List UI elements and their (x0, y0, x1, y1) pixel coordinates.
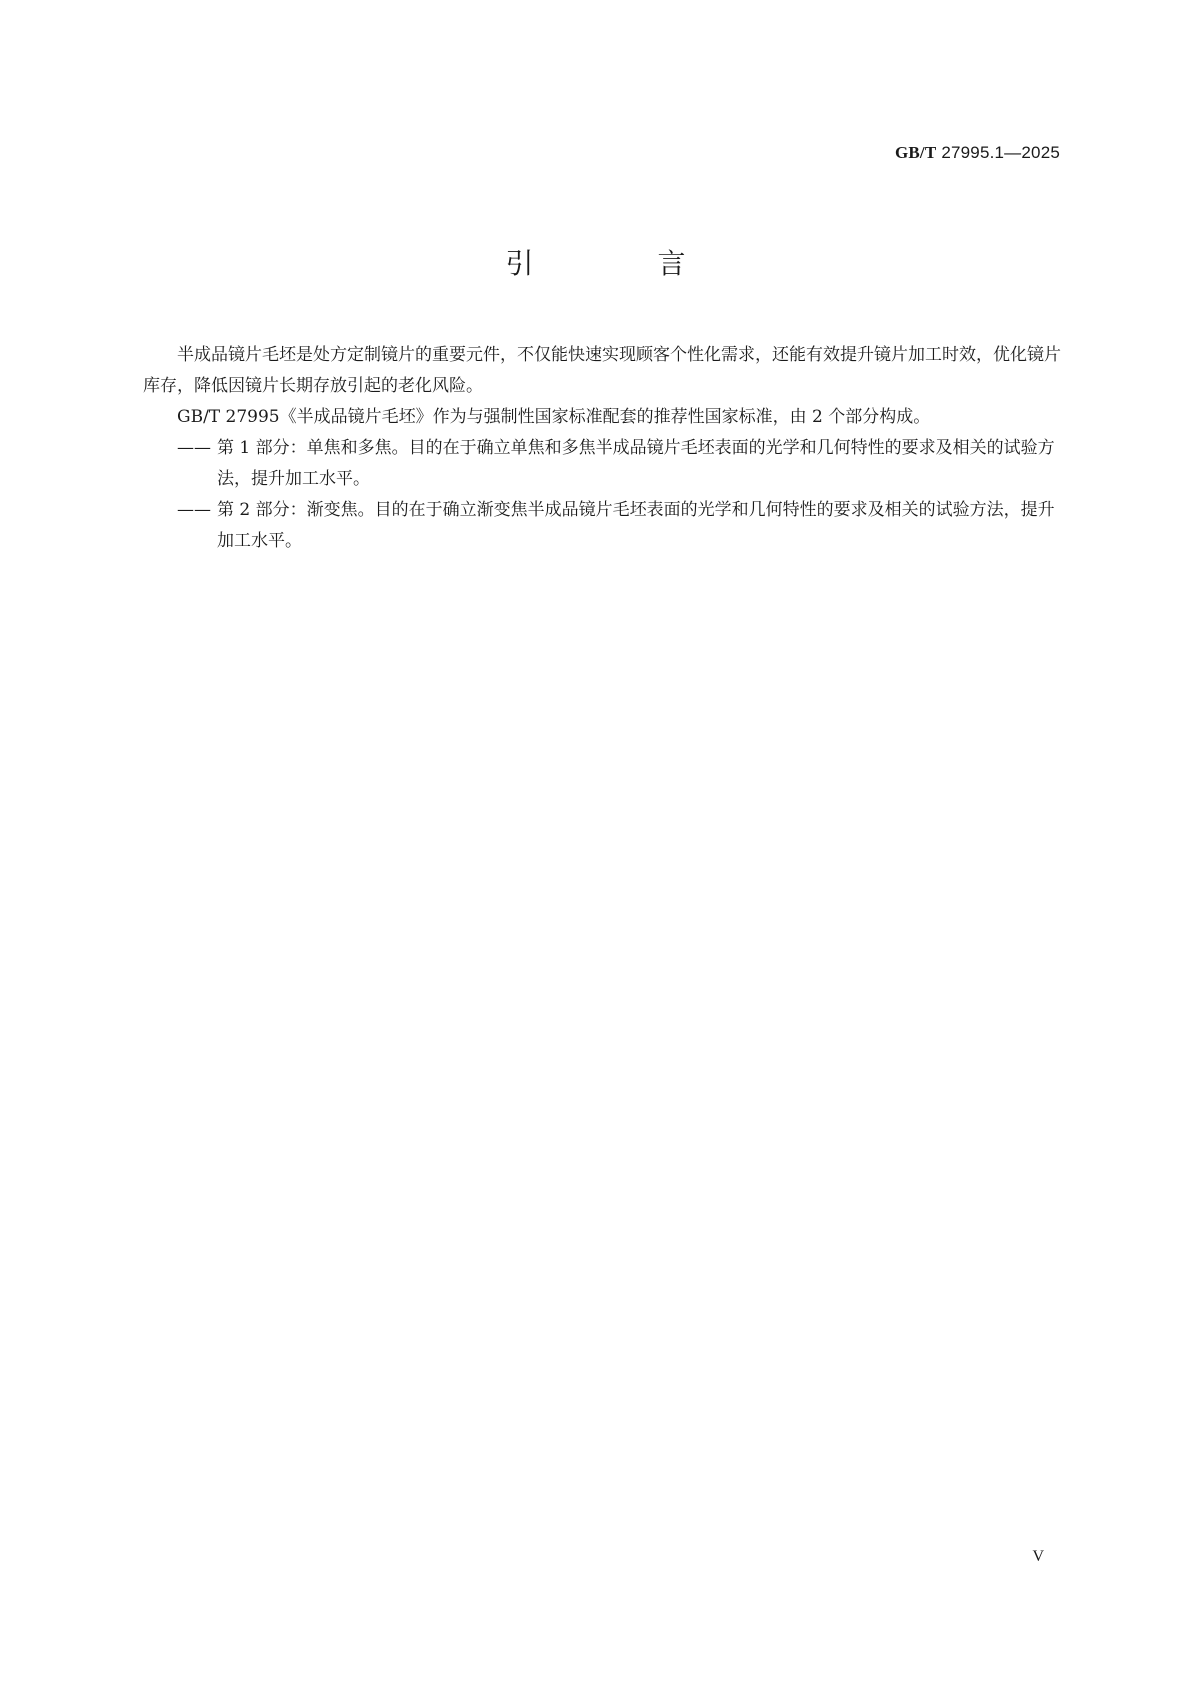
page-number: V (1032, 1548, 1044, 1565)
standard-number: 27995.1—2025 (941, 143, 1060, 162)
list-item-part-1 (143, 433, 1068, 495)
standard-header (895, 143, 1060, 163)
structure-paragraph: GB/T 27995《半成品镜片毛坯》作为与强制性国家标准配套的推荐性国家标准，由 2 个部分构成。 (177, 407, 931, 427)
document-body (143, 340, 1068, 557)
standard-prefix: GB/T (894, 143, 937, 162)
list-dash: —— (177, 438, 211, 458)
list-item-text: 第 1 部分：单焦和多焦。目的在于确立单焦和多焦半成品镜片毛坯表面的光学和几何特性的要求及相关的试验方法，提升加工水平。 (217, 438, 1055, 489)
page-title: 引 言 (505, 247, 734, 280)
list-item-part-2 (143, 495, 1068, 557)
list-dash: —— (177, 500, 211, 520)
list-item-text: 第 2 部分：渐变焦。目的在于确立渐变焦半成品镜片毛坯表面的光学和几何特性的要求及相关的试验方法，提升加工水平。 (217, 500, 1055, 551)
intro-paragraph: 半成品镜片毛坯是处方定制镜片的重要元件，不仅能快速实现顾客个性化需求，还能有效提升镜片加工时效，优化镜片库存，降低因镜片长期存放引起的老化风险。 (143, 345, 1061, 396)
